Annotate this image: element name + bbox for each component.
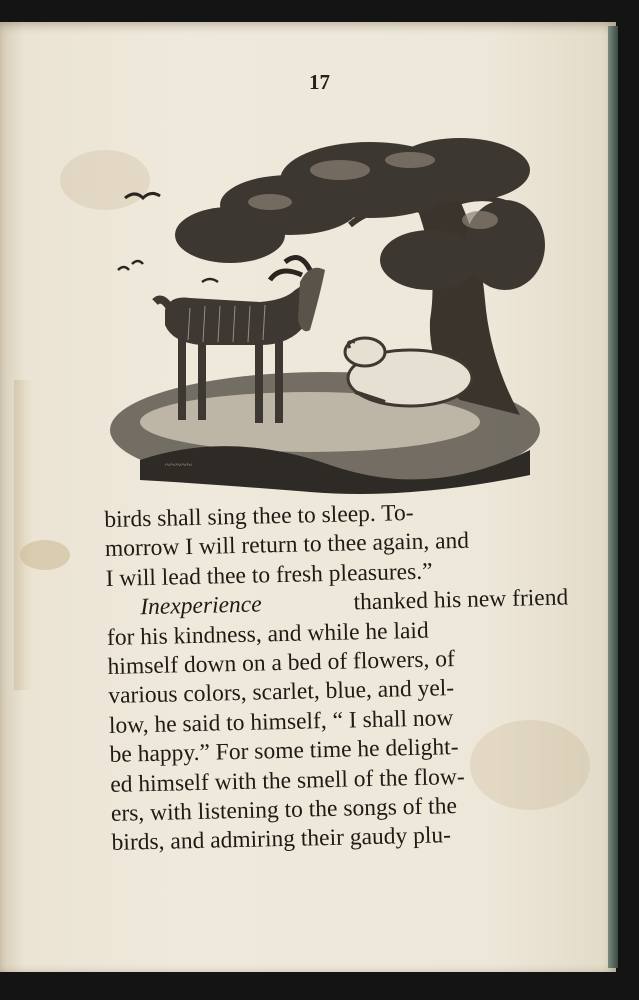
text-line-rest: thanked his new friend <box>353 584 569 616</box>
page-number: 17 <box>309 70 330 94</box>
text-line: ed himself with the smell of the flow- <box>110 763 465 798</box>
body-text <box>104 496 574 859</box>
engraver-mark: ~~~~~ <box>165 460 193 471</box>
italic-word: Inexperience <box>140 591 262 621</box>
tear-spot <box>20 540 70 570</box>
woodcut-illustration <box>110 130 550 500</box>
bird-icon <box>132 261 143 264</box>
text-line: various colors, scarlet, blue, and yel- <box>108 675 455 710</box>
text-line: himself down on a bed of flowers, of <box>107 646 456 680</box>
bird-icon <box>202 279 218 282</box>
text-line: ers, with listening to the songs of the <box>110 793 458 827</box>
goat-horn <box>270 271 302 280</box>
text-line: for his kindness, and while he laid <box>106 617 429 651</box>
text-line: be happy.” For some time he delight- <box>109 734 459 769</box>
text-line: low, he said to himself, “ I shall now <box>108 704 454 739</box>
bird-icon <box>118 267 129 270</box>
text-line: birds shall sing thee to sleep. To- <box>104 499 414 533</box>
text-line: I will lead thee to fresh pleasures.” <box>105 558 433 592</box>
bird-icon <box>125 193 160 198</box>
text-line: birds, and admiring their gaudy plu- <box>111 822 452 857</box>
text-line: morrow I will return to thee again, and <box>104 528 470 563</box>
goat-horn <box>285 258 310 271</box>
page-edge <box>608 26 618 968</box>
spine-stain <box>14 380 32 690</box>
